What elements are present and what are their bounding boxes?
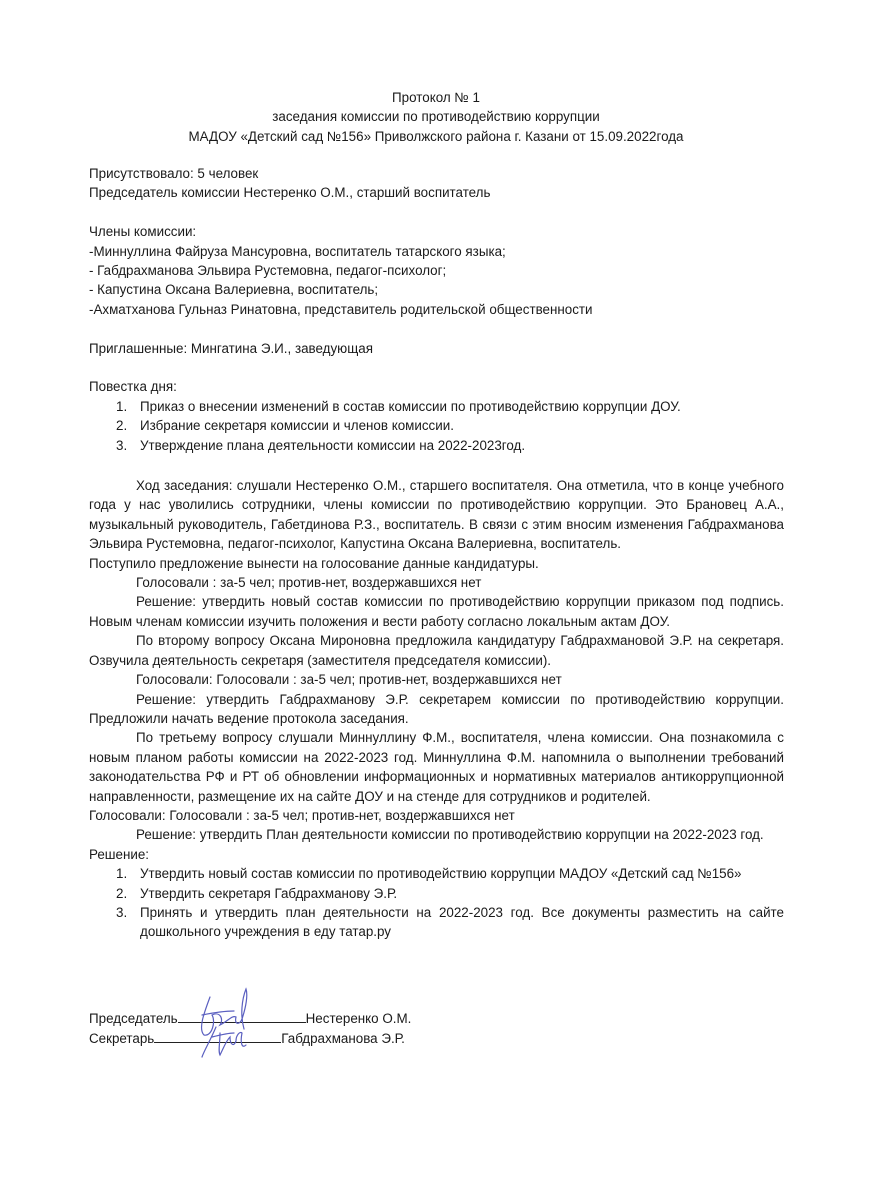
members-heading: Члены комиссии:: [89, 224, 197, 240]
organization-line: МАДОУ «Детский сад №156» Приволжского района г. Казани от 15.09.2022года: [188, 128, 684, 144]
secretary-name: Габдрахманова Э.Р.: [281, 1031, 405, 1047]
member-item: - Габдрахманова Эльвира Рустемовна, педагог-психолог;: [89, 263, 447, 279]
proceedings-paragraph: По третьему вопросу слушали Миннуллину Ф.М., воспитателя, члена комиссии. Она познакомила с новым планом работы комиссии на 2022-2023 год. Миннуллина Ф.М. напомнила о выполнении требований законодательства РФ и РТ об обновлении информационных и нормативных материалов антикоррупционной направленности, размещение их на сайте ДОУ и на стенде для сотрудников и родителей.: [89, 730, 784, 804]
secretary-signature-row: [89, 1028, 411, 1048]
invited-line: Приглашенные: Мингатина Э.И., заведующая: [89, 340, 373, 356]
signature-block: [89, 1008, 411, 1049]
vote-result: Голосовали: Голосовали : за-5 чел; против-нет, воздержавшихся нет: [136, 672, 562, 688]
resolution-heading: Решение:: [89, 846, 150, 862]
decision-paragraph: Решение: утвердить новый состав комиссии по противодействию коррупции приказом под подпись. Новым членам комиссии изучить положения и вести работу согласно локальным актам ДОУ.: [89, 594, 784, 629]
agenda-item: 1. Приказ о внесении изменений в состав комиссии по противодействию коррупции ДОУ.: [116, 398, 681, 414]
decision-paragraph: Решение: утвердить Габдрахманову Э.Р. секретарем комиссии по противодействию коррупции. Предложили начать ведение протокола заседания.: [89, 691, 784, 726]
document-header: [0, 88, 872, 146]
chairman-signature-row: [89, 1008, 411, 1028]
resolution-item: 2. Утвердить секретаря Габдрахманову Э.Р.: [116, 885, 398, 901]
member-item: -Миннуллина Файруза Мансуровна, воспитатель татарского языка;: [89, 243, 506, 259]
resolution-item: 3. Принять и утвердить план деятельности на 2022-2023 год. Все документы разместить на сайте дошкольного учреждения в еду татар.ру: [116, 904, 784, 940]
signature-line: [178, 1008, 306, 1023]
chairman-name: Нестеренко О.М.: [305, 1011, 412, 1026]
chairman-label: Председатель: [89, 1011, 178, 1026]
attendance-count: Присутствовало: 5 человек: [89, 166, 259, 181]
member-item: - Капустина Оксана Валериевна, воспитатель;: [89, 282, 379, 298]
secretary-label: Секретарь: [89, 1031, 155, 1047]
resolution-item: 1. Утвердить новый состав комиссии по противодействию коррупции МАДОУ «Детский сад №156»: [116, 866, 742, 882]
member-item: -Ахматханова Гульназ Ринатовна, представитель родительской общественности: [89, 301, 593, 317]
document-body: [89, 164, 784, 942]
vote-result: Голосовали: Голосовали : за-5 чел; против-нет, воздержавшихся нет: [89, 807, 515, 823]
signature-line: [154, 1028, 281, 1043]
document-title: Протокол № 1: [392, 90, 480, 105]
proceedings-paragraph: Ход заседания: слушали Нестеренко О.М., старшего воспитателя. Она отметила, что в конце учебного года у нас уволились сотрудники, члены комиссии по противодействию коррупции. Это Брановец А.А., музыкальный руководитель, Габетдинова Р.З., воспитатель. В связи с этим вносим изменения Габдрахманова Эльвира Рустемовна, педагог-психолог, Капустина Оксана Валериевна, воспитатель.: [89, 478, 784, 552]
agenda-item: 3. Утверждение плана деятельности комиссии на 2022-2023год.: [116, 437, 526, 453]
agenda-heading: Повестка дня:: [89, 379, 177, 395]
proceedings-paragraph: По второму вопросу Оксана Мироновна предложила кандидатуру Габдрахмановой Э.Р. на секретаря. Озвучила деятельность секретаря (заместителя председателя комиссии).: [89, 633, 784, 668]
chairman-line: Председатель комиссии Нестеренко О.М., старший воспитатель: [89, 185, 491, 201]
resolution-list: [89, 864, 784, 942]
decision-paragraph: Решение: утвердить План деятельности комиссии по противодействию коррупции на 2022-2023 год.: [136, 827, 764, 843]
proceedings-paragraph: Поступило предложение вынести на голосование данные кандидатуры.: [89, 555, 539, 571]
agenda-list: [89, 397, 784, 455]
agenda-item: 2. Избрание секретаря комиссии и членов комиссии.: [116, 418, 454, 434]
document-subtitle: заседания комиссии по противодействию коррупции: [272, 109, 600, 125]
vote-result: Голосовали : за-5 чел; против-нет, воздержавшихся нет: [136, 575, 482, 591]
